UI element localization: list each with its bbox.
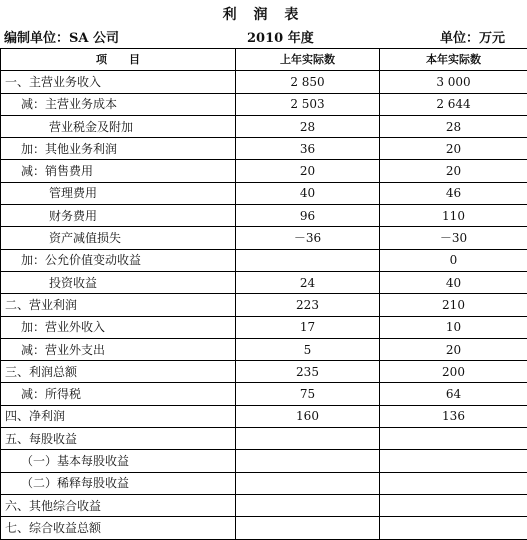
current-year-value: 10 [380,316,527,338]
prior-year-value: 17 [236,316,380,338]
table-header-row [1,49,527,71]
row-label: 减：主营业务成本 [1,93,236,115]
row-label: 加：公允价值变动收益 [1,249,236,271]
row-label: 营业税金及附加 [1,115,236,137]
table-row [1,338,527,360]
table-row [1,494,527,516]
row-label: 资产减值损失 [1,227,236,249]
current-year-value [380,428,527,450]
table-row [1,450,527,472]
current-year-value: －30 [380,227,527,249]
table-row [1,71,527,93]
table-row [1,138,527,160]
prior-year-value [236,450,380,472]
table-row [1,383,527,405]
row-label: 减：所得税 [1,383,236,405]
table-row [1,428,527,450]
table-row [1,294,527,316]
unit-label: 单位：万元 [440,27,505,46]
header-current-year: 本年实际数 [380,49,527,71]
prior-year-value: －36 [236,227,380,249]
row-label: 减：销售费用 [1,160,236,182]
row-label: 二、营业利润 [1,294,236,316]
row-label: 财务费用 [1,205,236,227]
row-label: 四、净利润 [1,405,236,427]
current-year-value: 20 [380,160,527,182]
table-row [1,405,527,427]
row-label: 投资收益 [1,271,236,293]
current-year-value: 3 000 [380,71,527,93]
row-label: 加：营业外收入 [1,316,236,338]
current-year-value [380,450,527,472]
table-body [1,71,527,539]
prior-year-value: 75 [236,383,380,405]
prior-year-value: 5 [236,338,380,360]
current-year-value [380,494,527,516]
current-year-value: 64 [380,383,527,405]
current-year-value: 136 [380,405,527,427]
row-label: 减：营业外支出 [1,338,236,360]
prior-year-value: 28 [236,115,380,137]
prior-year-value: 235 [236,361,380,383]
table-row [1,227,527,249]
current-year-value: 40 [380,271,527,293]
table-row [1,160,527,182]
prior-year-value [236,428,380,450]
current-year-value: 20 [380,338,527,360]
prior-year-value: 40 [236,182,380,204]
header-prior-year: 上年实际数 [236,49,380,71]
prior-year-value: 96 [236,205,380,227]
table-row [1,472,527,494]
current-year-value: 200 [380,361,527,383]
table-row [1,316,527,338]
table-row [1,93,527,115]
current-year-value: 110 [380,205,527,227]
prior-year-value: 2 503 [236,93,380,115]
current-year-value: 46 [380,182,527,204]
current-year-value: 210 [380,294,527,316]
row-label: 三、利润总额 [1,361,236,383]
prior-year-value [236,472,380,494]
current-year-value: 0 [380,249,527,271]
row-label: 加：其他业务利润 [1,138,236,160]
row-label: 管理费用 [1,182,236,204]
company-label: 编制单位：SA 公司 [4,27,119,46]
row-label: 五、每股收益 [1,428,236,450]
prior-year-value: 223 [236,294,380,316]
row-label: 一、主营业务收入 [1,71,236,93]
table-row [1,271,527,293]
current-year-value: 20 [380,138,527,160]
prior-year-value: 20 [236,160,380,182]
period-label: 2010 年度 [247,27,314,46]
prior-year-value: 36 [236,138,380,160]
table-row [1,115,527,137]
prior-year-value [236,494,380,516]
current-year-value [380,472,527,494]
table-row [1,182,527,204]
prior-year-value: 24 [236,271,380,293]
prior-year-value: 160 [236,405,380,427]
document-title: 利 润 表 [0,4,527,24]
header-item: 项 目 [1,49,236,71]
current-year-value: 28 [380,115,527,137]
table-row [1,249,527,271]
table-row [1,361,527,383]
current-year-value: 2 644 [380,93,527,115]
row-label: 七、综合收益总额 [1,517,236,539]
row-label: （一）基本每股收益 [1,450,236,472]
table-row [1,205,527,227]
prior-year-value: 2 850 [236,71,380,93]
income-statement-table [0,48,527,540]
prior-year-value [236,249,380,271]
row-label: （二）稀释每股收益 [1,472,236,494]
row-label: 六、其他综合收益 [1,494,236,516]
